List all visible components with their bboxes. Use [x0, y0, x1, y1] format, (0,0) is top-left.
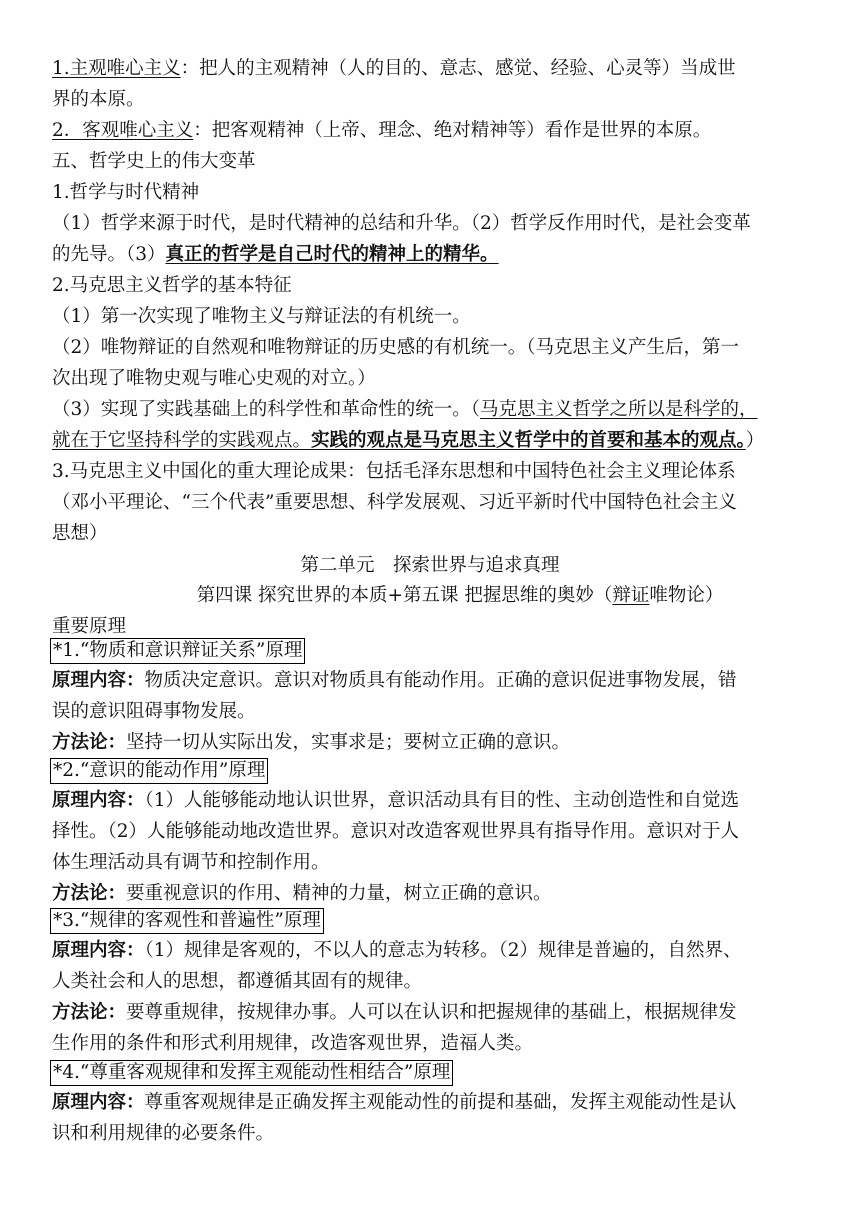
text-line: 误的意识阻碍事物发展。 — [52, 701, 256, 722]
boxed-title: *4.“尊重客观规律和发挥主观能动性相结合”原理 — [50, 1060, 453, 1086]
emphasis-text: 实践的观点是马克思主义哲学中的首要和基本的观点。 — [311, 430, 746, 451]
text-line: 思想） — [52, 523, 108, 544]
unit-title: 第二单元 探索世界与追求真理 — [300, 555, 560, 576]
principle-1-title — [50, 636, 810, 667]
underlined-text: 就在于它坚持科学的实践观点。 — [52, 430, 312, 451]
emphasis-text: 真正的哲学是自己时代的精神上的精华。 — [165, 244, 499, 265]
text-line — [52, 239, 812, 270]
principle-content — [52, 1087, 812, 1118]
text: 要重视意识的作用、精神的力量，树立正确的意识。 — [126, 883, 552, 904]
paragraph-subjective-idealism — [52, 53, 812, 84]
text-line: 识和利用规律的必要条件。 — [52, 1123, 275, 1144]
section-heading: 五、哲学史上的伟大变革 — [52, 151, 256, 172]
text: 唯物论） — [649, 585, 724, 606]
underlined-text: 马克思主义哲学之所以是科学的， — [480, 399, 758, 420]
underlined-text: 辩证 — [612, 585, 650, 606]
label: 原理内容： — [52, 940, 145, 961]
text-line: 生作用的条件和形式利用规律，改造客观世界，造福人类。 — [52, 1033, 534, 1054]
text: ） — [745, 430, 765, 451]
label: 方法论： — [52, 883, 127, 904]
text: （1）规律是客观的，不以人的意志为转移。（2）规律是普遍的，自然界、 — [144, 940, 742, 961]
principle-content — [52, 785, 812, 816]
label: 原理内容： — [52, 670, 145, 691]
boxed-title: *1.“物质和意识辩证关系”原理 — [50, 638, 305, 664]
label: 方法论： — [52, 1002, 127, 1023]
paragraph-objective-idealism — [52, 115, 812, 146]
text-line: 次出现了唯物史观与唯心史观的对立。） — [52, 368, 376, 389]
text: ：把客观精神（上帝、理念、绝对精神等）看作是世界的本原。 — [193, 120, 712, 141]
text-line: 人类社会和人的思想，都遵循其固有的规律。 — [52, 971, 423, 992]
boxed-title: *3.“规律的客观性和普遍性”原理 — [50, 908, 324, 934]
text: 尊重客观规律是正确发挥主观能动性的前提和基础，发挥主观能动性是认 — [144, 1092, 737, 1113]
principle-4-title — [50, 1058, 810, 1089]
term-objective-idealism: 2．客观唯心主义 — [52, 120, 194, 141]
subheading: 2.马克思主义哲学的基本特征 — [52, 275, 292, 296]
principle-3-title — [50, 906, 810, 937]
section-heading: 重要原理 — [52, 616, 127, 637]
text-line: 3.马克思主义中国化的重大理论成果：包括毛泽东思想和中国特色社会主义理论体系 — [52, 461, 736, 482]
text: 第四课 探究世界的本质+第五课 把握思维的奥妙（ — [196, 585, 613, 606]
text: （3）实现了实践基础上的科学性和革命性的统一。（ — [52, 399, 481, 420]
principle-content — [52, 935, 812, 966]
subheading: 1.哲学与时代精神 — [52, 182, 200, 203]
methodology — [52, 997, 812, 1028]
text-line: （1）第一次实现了唯物主义与辩证法的有机统一。 — [52, 306, 471, 327]
text: 坚持一切从实际出发，实事求是；要树立正确的意识。 — [126, 732, 571, 753]
lesson-title — [0, 580, 860, 611]
text: 的先导。（3） — [52, 244, 166, 265]
label: 方法论： — [52, 732, 127, 753]
label: 原理内容： — [52, 1092, 145, 1113]
text-line — [52, 394, 812, 425]
label: 原理内容： — [52, 790, 145, 811]
text: 物质决定意识。意识对物质具有能动作用。正确的意识促进事物发展，错 — [144, 670, 737, 691]
text-line — [52, 425, 812, 456]
methodology — [52, 878, 812, 909]
principle-content — [52, 665, 812, 696]
term-subjective-idealism: 1.主观唯心主义 — [52, 58, 181, 79]
principle-2-title — [50, 756, 810, 787]
text-line: （2）唯物辩证的自然观和唯物辩证的历史感的有机统一。（马克思主义产生后，第一 — [52, 337, 740, 358]
methodology — [52, 727, 812, 758]
text: ：把人的主观精神（人的目的、意志、感觉、经验、心灵等）当成世 — [180, 58, 736, 79]
text-line: 界的本原。 — [52, 89, 145, 110]
text-line: 体生理活动具有调节和控制作用。 — [52, 852, 330, 873]
boxed-title: *2.“意识的能动作用”原理 — [50, 758, 268, 784]
text-line: （邓小平理论、“三个代表”重要思想、科学发展观、习近平新时代中国特色社会主义 — [52, 492, 737, 513]
text-line: 择性。（2）人能够能动地改造世界。意识对改造客观世界具有指导作用。意识对于人 — [52, 821, 740, 842]
text: 要尊重规律，按规律办事。人可以在认识和把握规律的基础上，根据规律发 — [126, 1002, 737, 1023]
text: （1）人能够能动地认识世界，意识活动具有目的性、主动创造性和自觉选 — [144, 790, 740, 811]
text-line: （1）哲学来源于时代，是时代精神的总结和升华。（2）哲学反作用时代，是社会变革 — [52, 213, 751, 234]
